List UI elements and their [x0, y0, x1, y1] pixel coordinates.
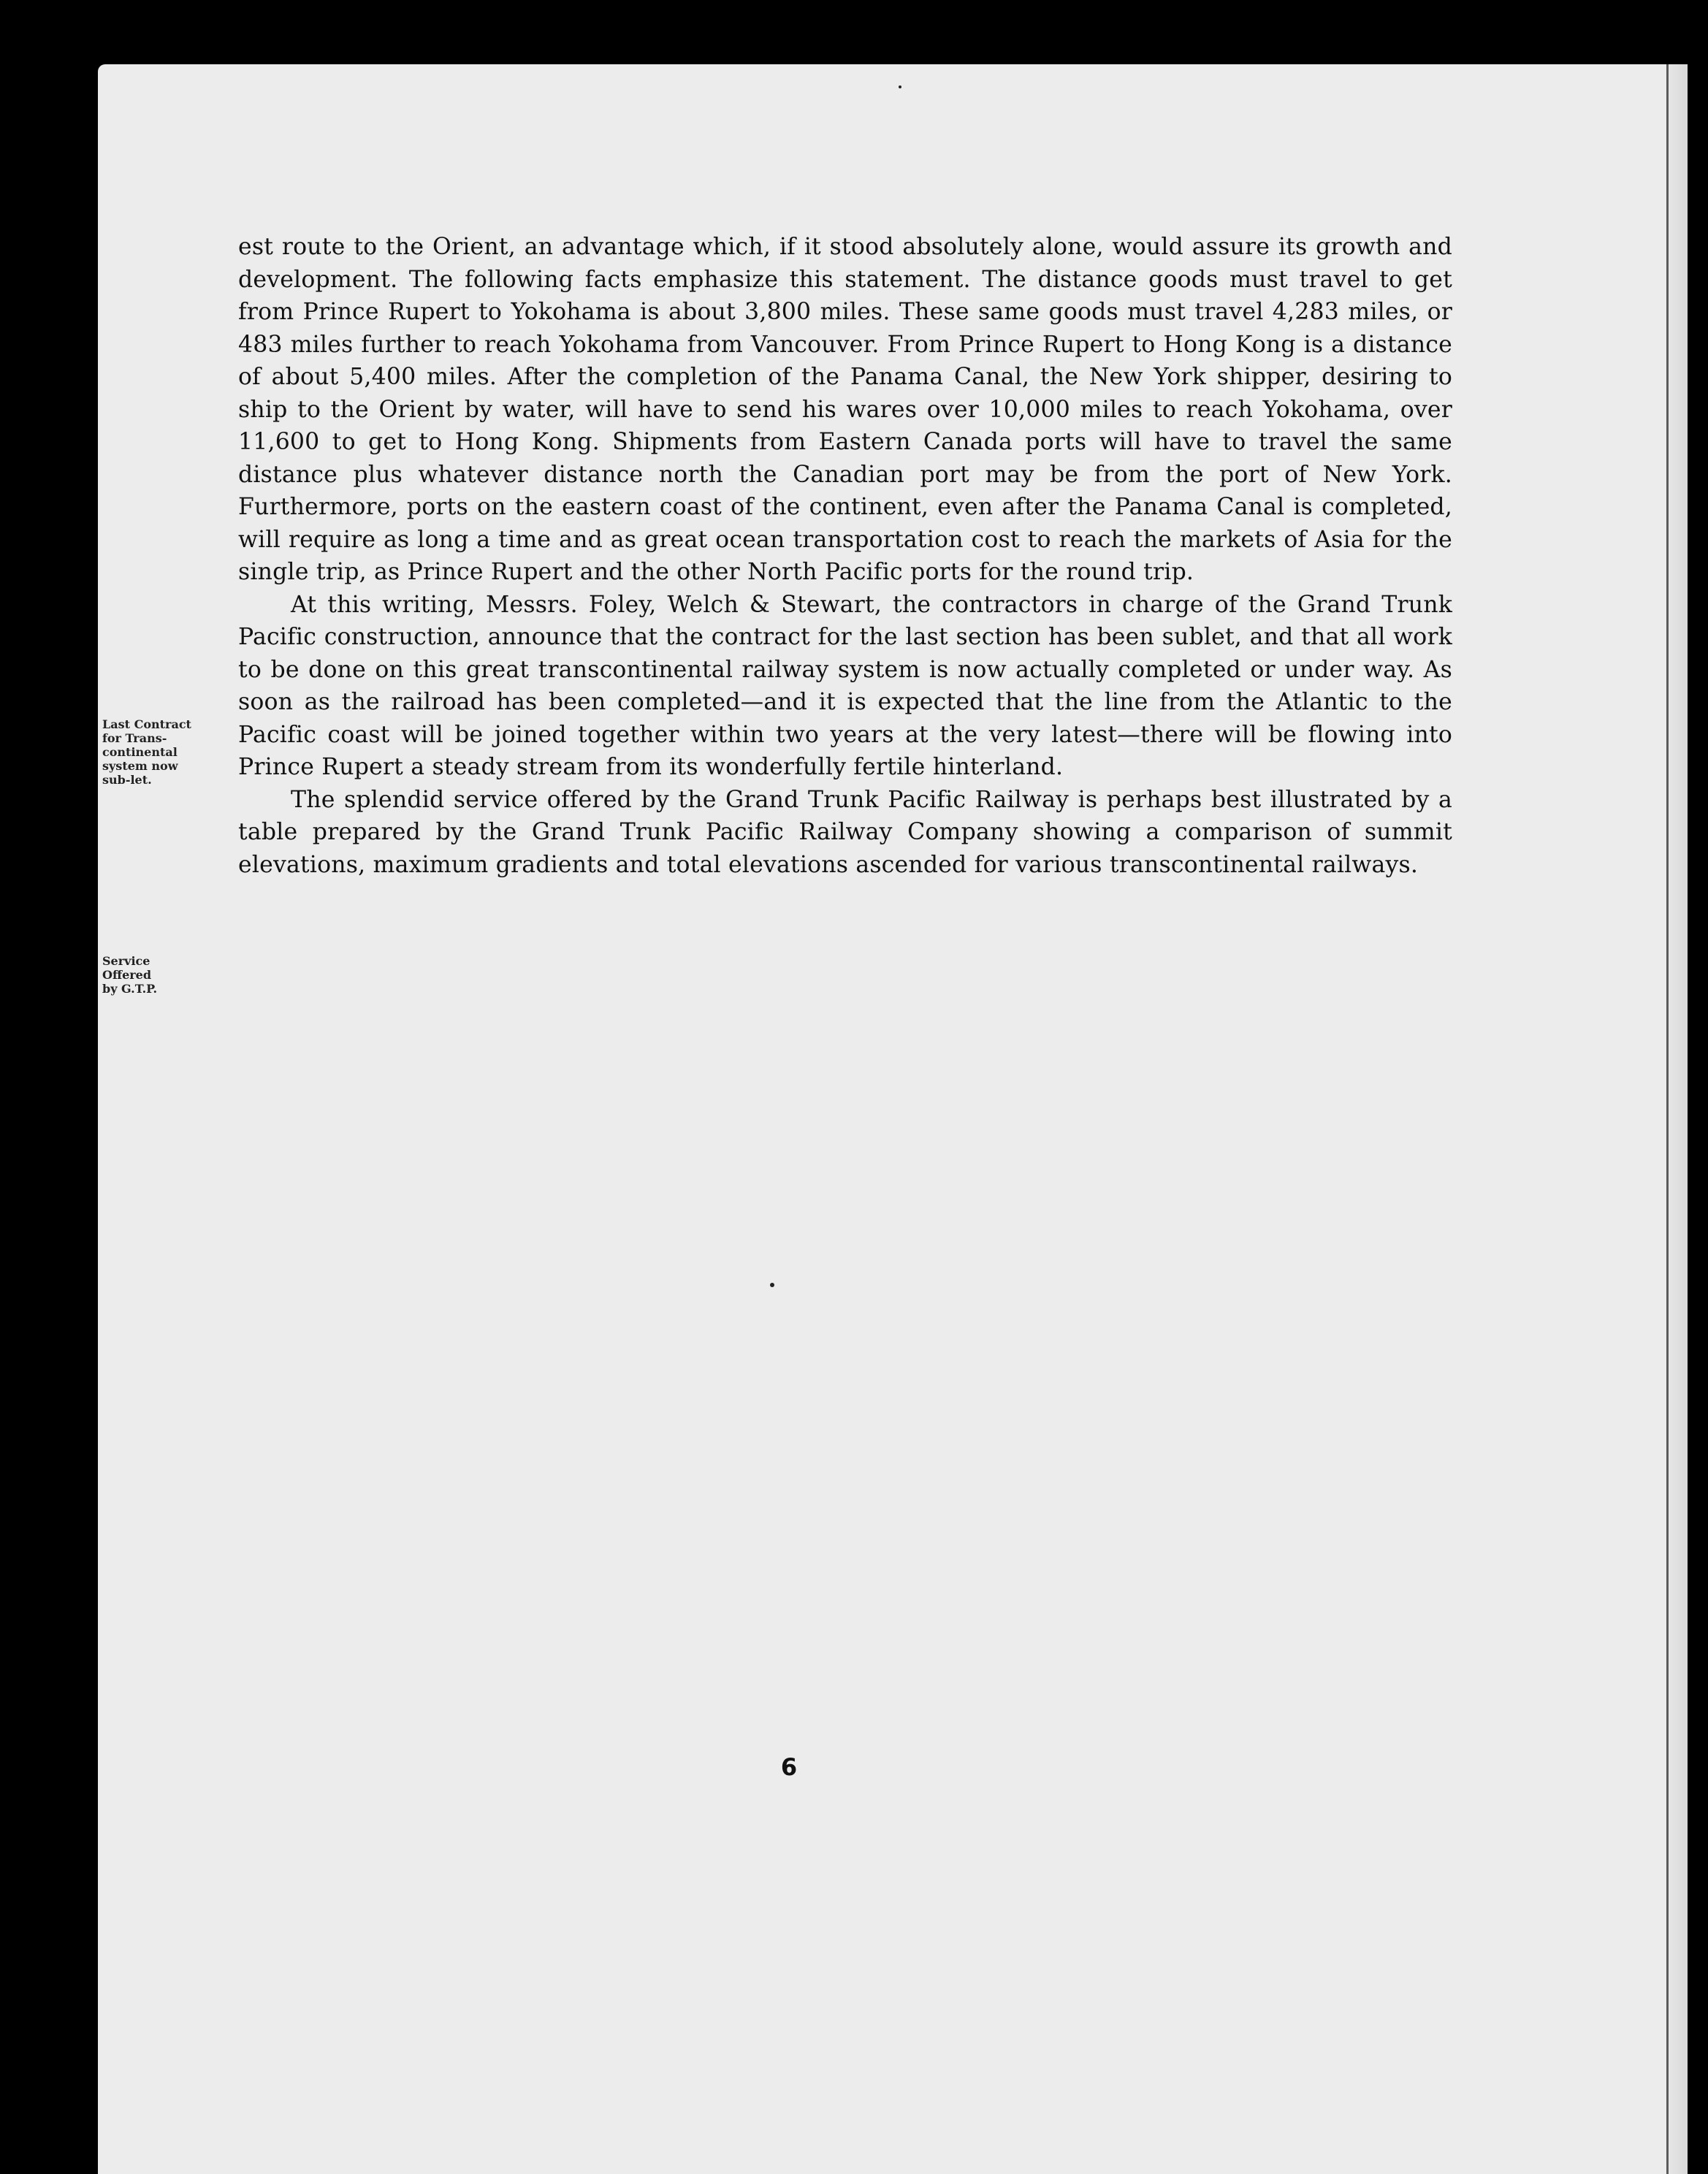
page-number: 6 [780, 1753, 798, 1781]
paragraph-1: est route to the Orient, an advantage which, if it stood absolutely alone, would assure its growth and development. The following facts emphasize this statement. The distance goods must travel to get from Prince Rupert to Yokohama is about 3,800 miles. These same goods must travel 4,283 miles, or 483 miles further to reach Yokohama from Vancouver. From Prince Rupert to Hong Kong is a distance of about 5,400 miles. After the completion of the Panama Canal, the New York shipper, desiring to ship to the Orient by water, will have to send his wares over 10,000 miles to reach Yokohama, over 11,600 to get to Hong Kong. Shipments from Eastern Canada ports will have to travel the same distance plus whatever distance north the Canadian port may be from the port of New York. Furthermore, ports on the eastern coast of the continent, even after the Panama Canal is completed, will require as long a time and as great ocean transportation cost to reach the markets of Asia for the single trip, as Prince Rupert and the other North Pacific ports for the round trip. [238, 234, 1452, 585]
page-binding-edge [1666, 64, 1688, 2174]
paragraph-2: At this writing, Messrs. Foley, Welch & Stewart, the contractors in charge of the Grand Trunk Pacific construction, announce that the contract for the last section has been sublet, and that all work to be done on this great transcontinental railway system is now actually completed or under way. As soon as the railroad has been completed—and it is expected that the line from the Atlantic to the Pacific coast will be joined together within two years at the very latest—there will be flowing into Prince Rupert a steady stream from its wonderfully fertile hinterland. [238, 591, 1452, 780]
scan-speck [899, 85, 901, 88]
paragraph-3: The splendid service offered by the Grand Trunk Pacific Railway is perhaps best illustrated by a table prepared by the Grand Trunk Pacific Railway Company showing a comparison of summit elevations, maximum gradients and total elevations ascended for various transcontinental railways. [238, 786, 1452, 878]
margin-note-last-contract: Last Contract for Trans- continental system now sub-let. [102, 717, 191, 787]
scan-speck [770, 1283, 774, 1287]
margin-note-service-offered: Service Offered by G.T.P. [102, 954, 158, 996]
body-text [238, 231, 1452, 881]
